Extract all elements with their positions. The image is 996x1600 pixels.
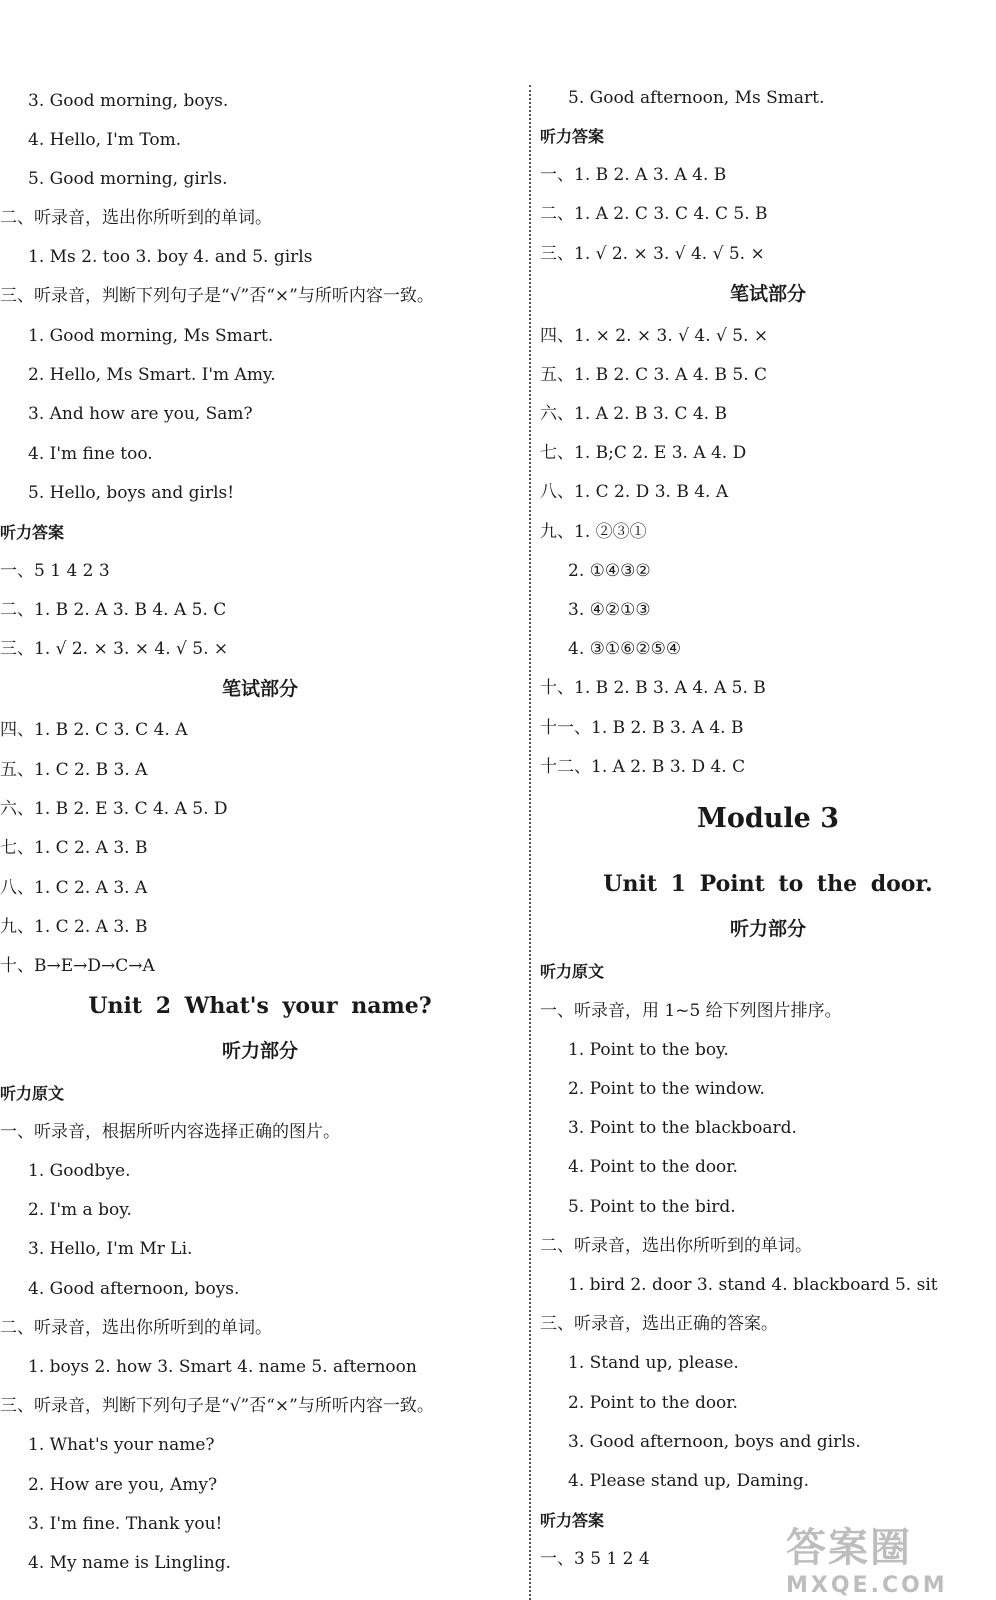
left-line: 六、1. B 2. E 3. C 4. A 5. D [0, 799, 228, 819]
right-line: Module 3 [696, 803, 840, 834]
right-line: 5. Good afternoon, Ms Smart. [568, 88, 825, 108]
left-line: 4. My name is Lingling. [28, 1553, 231, 1573]
left-line: 2. How are you, Amy? [28, 1475, 218, 1495]
left-line: 四、1. B 2. C 3. C 4. A [0, 720, 188, 740]
left-line: 1. Goodbye. [28, 1161, 131, 1181]
right-line: 2. Point to the window. [568, 1079, 765, 1099]
right-line: 三、听录音，选出正确的答案。 [540, 1314, 778, 1334]
left-line: 2. I'm a boy. [28, 1200, 132, 1220]
watermark-en: MXQE.COM [786, 1573, 948, 1598]
left-line: 2. Hello, Ms Smart. I'm Amy. [28, 365, 276, 385]
left-line: 1. What's your name? [28, 1435, 215, 1455]
watermark-logo [786, 1516, 986, 1598]
left-line: 二、听录音，选出你所听到的单词。 [0, 1318, 272, 1338]
right-line: 四、1. × 2. × 3. √ 4. √ 5. × [540, 326, 769, 346]
left-line: 3. Hello, I'm Mr Li. [28, 1239, 193, 1259]
right-line: 3. Point to the blackboard. [568, 1118, 797, 1138]
left-line: 听力原文 [0, 1084, 65, 1103]
right-line: 一、3 5 1 2 4 [540, 1549, 650, 1569]
left-line: 听力部分 [221, 1040, 298, 1062]
left-line: 4. Hello, I'm Tom. [28, 130, 182, 150]
right-line: 听力答案 [540, 1511, 605, 1530]
right-line: 2. Point to the door. [568, 1393, 738, 1413]
right-line: 2. ①④③② [568, 561, 651, 581]
column-divider [529, 85, 531, 1600]
left-line: 三、1. √ 2. × 3. × 4. √ 5. × [0, 639, 229, 659]
left-line: 3. I'm fine. Thank you! [28, 1514, 223, 1534]
right-line: 二、1. A 2. C 3. C 4. C 5. B [540, 204, 768, 224]
right-line: 1. Point to the boy. [568, 1040, 729, 1060]
right-line: 4. ③①⑥②⑤④ [568, 639, 682, 659]
right-line: 1. Stand up, please. [568, 1353, 739, 1373]
left-line: 4. Good afternoon, boys. [28, 1279, 240, 1299]
right-line: 听力答案 [540, 127, 605, 146]
left-line: 5. Hello, boys and girls! [28, 483, 235, 503]
right-line: 听力部分 [729, 918, 806, 940]
left-line: 听力答案 [0, 523, 65, 542]
left-line: 3. And how are you, Sam? [28, 404, 253, 424]
left-line: 一、听录音，根据所听内容选择正确的图片。 [0, 1122, 340, 1142]
right-line: 二、听录音，选出你所听到的单词。 [540, 1236, 812, 1256]
left-line: 3. Good morning, boys. [28, 91, 229, 111]
left-line: 七、1. C 2. A 3. B [0, 838, 148, 858]
left-line: 1. boys 2. how 3. Smart 4. name 5. afternoon [28, 1357, 417, 1377]
left-line: 笔试部分 [221, 678, 298, 700]
left-line: 二、听录音，选出你所听到的单词。 [0, 208, 272, 228]
right-line: 5. Point to the bird. [568, 1197, 736, 1217]
right-line: 1. bird 2. door 3. stand 4. blackboard 5. sit [568, 1275, 938, 1295]
left-line: Unit 2 What's your name? [88, 993, 432, 1019]
left-line: 4. I'm fine too. [28, 444, 153, 464]
left-line: 五、1. C 2. B 3. A [0, 760, 148, 780]
right-line: 七、1. B;C 2. E 3. A 4. D [540, 443, 747, 463]
left-line: 1. Good morning, Ms Smart. [28, 326, 274, 346]
left-line: 三、听录音，判断下列句子是“√”否“×”与所听内容一致。 [0, 1396, 434, 1416]
right-line: 3. ④②①③ [568, 600, 651, 620]
right-line: 三、1. √ 2. × 3. √ 4. √ 5. × [540, 244, 765, 264]
right-line: 八、1. C 2. D 3. B 4. A [540, 482, 729, 502]
right-line: 听力原文 [540, 962, 605, 981]
right-line: 一、1. B 2. A 3. A 4. B [540, 165, 727, 185]
right-line: 一、听录音，用 1~5 给下列图片排序。 [540, 1001, 842, 1021]
left-line: 八、1. C 2. A 3. A [0, 878, 148, 898]
left-line: 一、5 1 4 2 3 [0, 561, 110, 581]
right-line: 十、1. B 2. B 3. A 4. A 5. B [540, 678, 766, 698]
watermark-cn: 答案圈 [786, 1525, 912, 1571]
left-line: 5. Good morning, girls. [28, 169, 228, 189]
right-line: 3. Good afternoon, boys and girls. [568, 1432, 861, 1452]
right-line: 4. Please stand up, Daming. [568, 1471, 810, 1491]
right-line: 4. Point to the door. [568, 1157, 738, 1177]
right-line: 五、1. B 2. C 3. A 4. B 5. C [540, 365, 768, 385]
left-line: 十、B→E→D→C→A [0, 956, 155, 976]
right-line: 十二、1. A 2. B 3. D 4. C [540, 757, 746, 777]
right-line: 九、1. ②③① [540, 522, 647, 542]
right-line: Unit 1 Point to the door. [603, 871, 933, 897]
left-line: 二、1. B 2. A 3. B 4. A 5. C [0, 600, 227, 620]
right-line: 六、1. A 2. B 3. C 4. B [540, 404, 727, 424]
left-line: 三、听录音，判断下列句子是“√”否“×”与所听内容一致。 [0, 286, 434, 306]
right-line: 笔试部分 [729, 283, 806, 305]
left-line: 1. Ms 2. too 3. boy 4. and 5. girls [28, 247, 313, 267]
left-line: 九、1. C 2. A 3. B [0, 917, 148, 937]
right-line: 十一、1. B 2. B 3. A 4. B [540, 718, 744, 738]
